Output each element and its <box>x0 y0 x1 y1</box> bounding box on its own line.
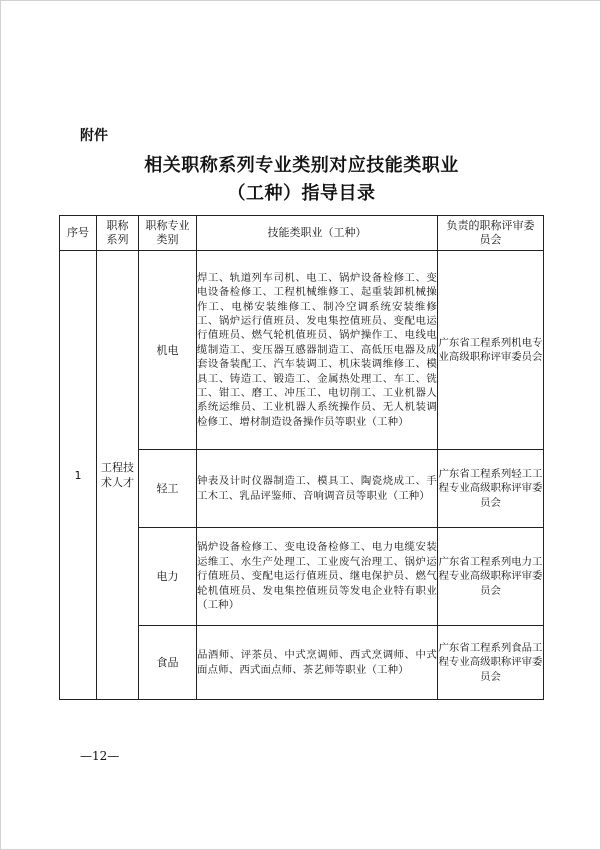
row-category: 轻工 <box>139 450 197 528</box>
row-committee: 广东省工程系列机电专业高级职称评审委员会 <box>438 251 544 450</box>
header-committee: 负责的职称评审委员会 <box>438 216 544 251</box>
header-series: 职称系列 <box>97 216 139 251</box>
row-series: 工程技术人才 <box>97 251 139 700</box>
document-title-line-2: （工种）指导目录 <box>227 183 376 204</box>
header-index: 序号 <box>60 216 97 251</box>
row-committee: 广东省工程系列电力工程专业高级职称评审委员会 <box>438 528 544 626</box>
row-category: 机电 <box>139 251 197 450</box>
document-title-line-1: 相关职称系列专业类别对应技能类职业 <box>144 155 459 176</box>
row-jobs: 焊工、轨道列车司机、电工、锅炉设备检修工、变电设备检修工、工程机械维修工、起重装卸机械操作工、电梯安装维修工、制冷空调系统安装维修工、锅炉运行值班员、发电集控值班员、变配电运行值班员、燃气轮机值班员、锅炉操作工、电线电缆制造工、变压器互感器制造工、高低压电器及成套设备装配工、汽车装调工、机床装调维修工、模具工、铸造工、锻造工、金属热处理工、车工、铣工、钳工、磨工、冲压工、电切削工、工业机器人系统运维员、工业机器人系统操作员、无人机装调检修工、增材制造设备操作员等职业（工种） <box>197 251 438 450</box>
header-jobs: 技能类职业（工种） <box>197 216 438 251</box>
row-category: 电力 <box>139 528 197 626</box>
attachment-label: 附件 <box>80 128 108 144</box>
row-committee: 广东省工程系列食品工程专业高级职称评审委员会 <box>438 626 544 700</box>
row-jobs: 锅炉设备检修工、变电设备检修工、电力电缆安装运维工、水生产处理工、工业废气治理工、锅炉运行值班员、变配电运行值班员、继电保护员、燃气轮机值班员、发电集控值班员等发电企业特有职业（工种） <box>197 528 438 626</box>
header-category: 职称专业类别 <box>139 216 197 251</box>
row-jobs: 钟表及计时仪器制造工、模具工、陶瓷烧成工、手工木工、乳品评鉴师、音响调音员等职业（工种） <box>197 450 438 528</box>
row-committee: 广东省工程系列轻工工程专业高级职称评审委员会 <box>438 450 544 528</box>
catalog-table <box>59 215 544 700</box>
table-header-row <box>60 216 544 251</box>
row-jobs: 品酒师、评茶员、中式烹调师、西式烹调师、中式面点师、西式面点师、茶艺师等职业（工种） <box>197 626 438 700</box>
row-index: 1 <box>60 251 97 700</box>
row-category: 食品 <box>139 626 197 700</box>
page-number: —12— <box>80 749 120 763</box>
table-row <box>60 251 544 450</box>
